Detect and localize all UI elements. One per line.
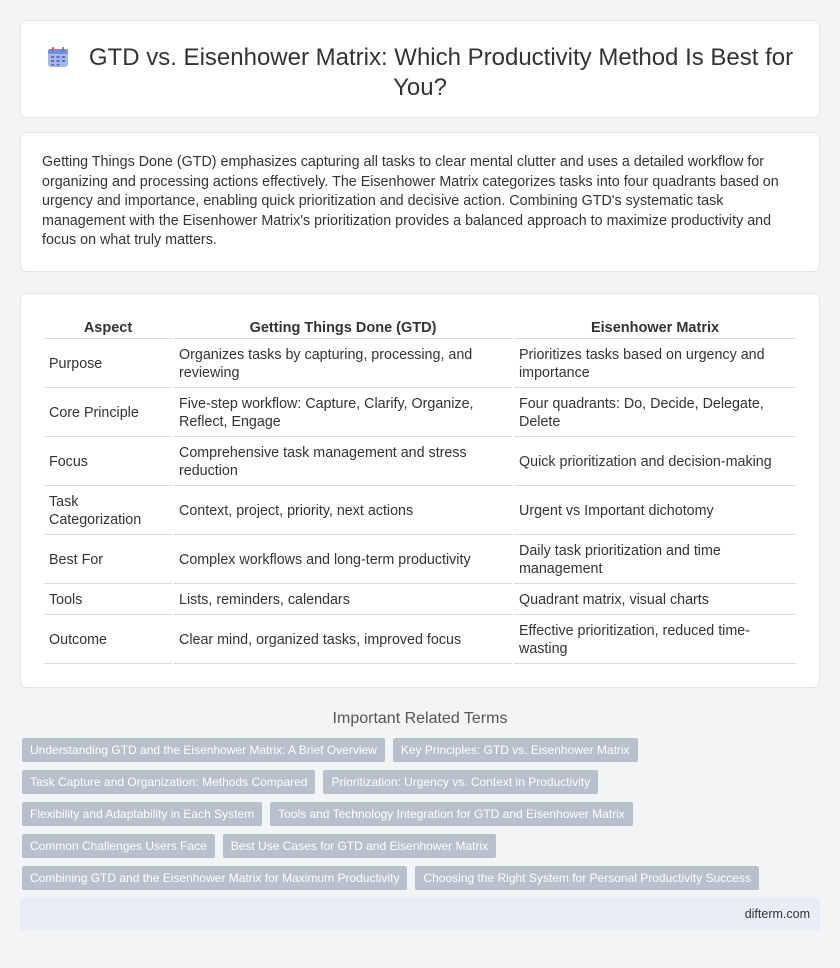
- cell-aspect: Task Categorization: [44, 488, 172, 535]
- related-term-tag[interactable]: Understanding GTD and the Eisenhower Matrix: A Brief Overview: [22, 738, 385, 762]
- table-row: [44, 341, 796, 388]
- footer: [20, 898, 820, 930]
- cell-eisenhower: Urgent vs Important dichotomy: [514, 488, 796, 535]
- related-term-tag[interactable]: Flexibility and Adaptability in Each System: [22, 802, 262, 826]
- table-header-row: [44, 316, 796, 339]
- footer-site-link[interactable]: difterm.com: [744, 906, 810, 921]
- table-row: [44, 439, 796, 486]
- table-row: [44, 537, 796, 584]
- cell-gtd: Context, project, priority, next actions: [174, 488, 512, 535]
- cell-gtd: Comprehensive task management and stress reduction: [174, 439, 512, 486]
- cell-eisenhower: Daily task prioritization and time management: [514, 537, 796, 584]
- related-term-tag[interactable]: Key Principles: GTD vs. Eisenhower Matrix: [393, 738, 638, 762]
- comparison-table: [42, 314, 798, 666]
- cell-eisenhower: Quick prioritization and decision-making: [514, 439, 796, 486]
- cell-aspect: Tools: [44, 586, 172, 615]
- table-row: [44, 390, 796, 437]
- calendar-icon: [47, 46, 69, 68]
- related-term-tag[interactable]: Best Use Cases for GTD and Eisenhower Matrix: [223, 834, 496, 858]
- related-term-tag[interactable]: Choosing the Right System for Personal Productivity Success: [415, 866, 758, 890]
- cell-gtd: Five-step workflow: Capture, Clarify, Organize, Reflect, Engage: [174, 390, 512, 437]
- cell-gtd: Lists, reminders, calendars: [174, 586, 512, 615]
- header-gtd: Getting Things Done (GTD): [174, 316, 512, 339]
- header-aspect: Aspect: [44, 316, 172, 339]
- header-eisenhower: Eisenhower Matrix: [514, 316, 796, 339]
- table-row: [44, 586, 796, 615]
- cell-gtd: Clear mind, organized tasks, improved focus: [174, 617, 512, 664]
- cell-eisenhower: Prioritizes tasks based on urgency and importance: [514, 341, 796, 388]
- cell-aspect: Focus: [44, 439, 172, 486]
- cell-aspect: Outcome: [44, 617, 172, 664]
- related-terms-title: Important Related Terms: [332, 709, 508, 727]
- comparison-card: [20, 293, 820, 688]
- intro-paragraph: Getting Things Done (GTD) emphasizes capturing all tasks to clear mental clutter and uses a detailed workflow for organizing and processing actions effectively. The Eisenhower Matrix categorizes tasks into four quadrants based on urgency and importance, enabling quick prioritization and decisive action. Combining GTD's systematic task management with the Eisenhower Matrix's prioritization provides a balanced approach to maximize productivity and focus on what truly matters.: [42, 154, 779, 249]
- cell-aspect: Purpose: [44, 341, 172, 388]
- related-term-tag[interactable]: Prioritization: Urgency vs. Context in Productivity: [323, 770, 598, 794]
- cell-eisenhower: Quadrant matrix, visual charts: [514, 586, 796, 615]
- related-term-tag[interactable]: Combining GTD and the Eisenhower Matrix for Maximum Productivity: [22, 866, 407, 890]
- page-title: [41, 43, 799, 103]
- header-card: [20, 20, 820, 118]
- table-row: [44, 488, 796, 535]
- cell-aspect: Best For: [44, 537, 172, 584]
- cell-eisenhower: Four quadrants: Do, Decide, Delegate, Delete: [514, 390, 796, 437]
- cell-aspect: Core Principle: [44, 390, 172, 437]
- table-row: [44, 617, 796, 664]
- cell-gtd: Complex workflows and long-term productivity: [174, 537, 512, 584]
- related-term-tag[interactable]: Tools and Technology Integration for GTD and Eisenhower Matrix: [270, 802, 633, 826]
- related-term-tag[interactable]: Common Challenges Users Face: [22, 834, 215, 858]
- related-terms-list: [22, 738, 818, 890]
- page-title-text: GTD vs. Eisenhower Matrix: Which Productivity Method Is Best for You?: [88, 44, 794, 101]
- intro-card: [20, 132, 820, 272]
- cell-eisenhower: Effective prioritization, reduced time-wasting: [514, 617, 796, 664]
- cell-gtd: Organizes tasks by capturing, processing, and reviewing: [174, 341, 512, 388]
- related-term-tag[interactable]: Task Capture and Organization: Methods Compared: [22, 770, 315, 794]
